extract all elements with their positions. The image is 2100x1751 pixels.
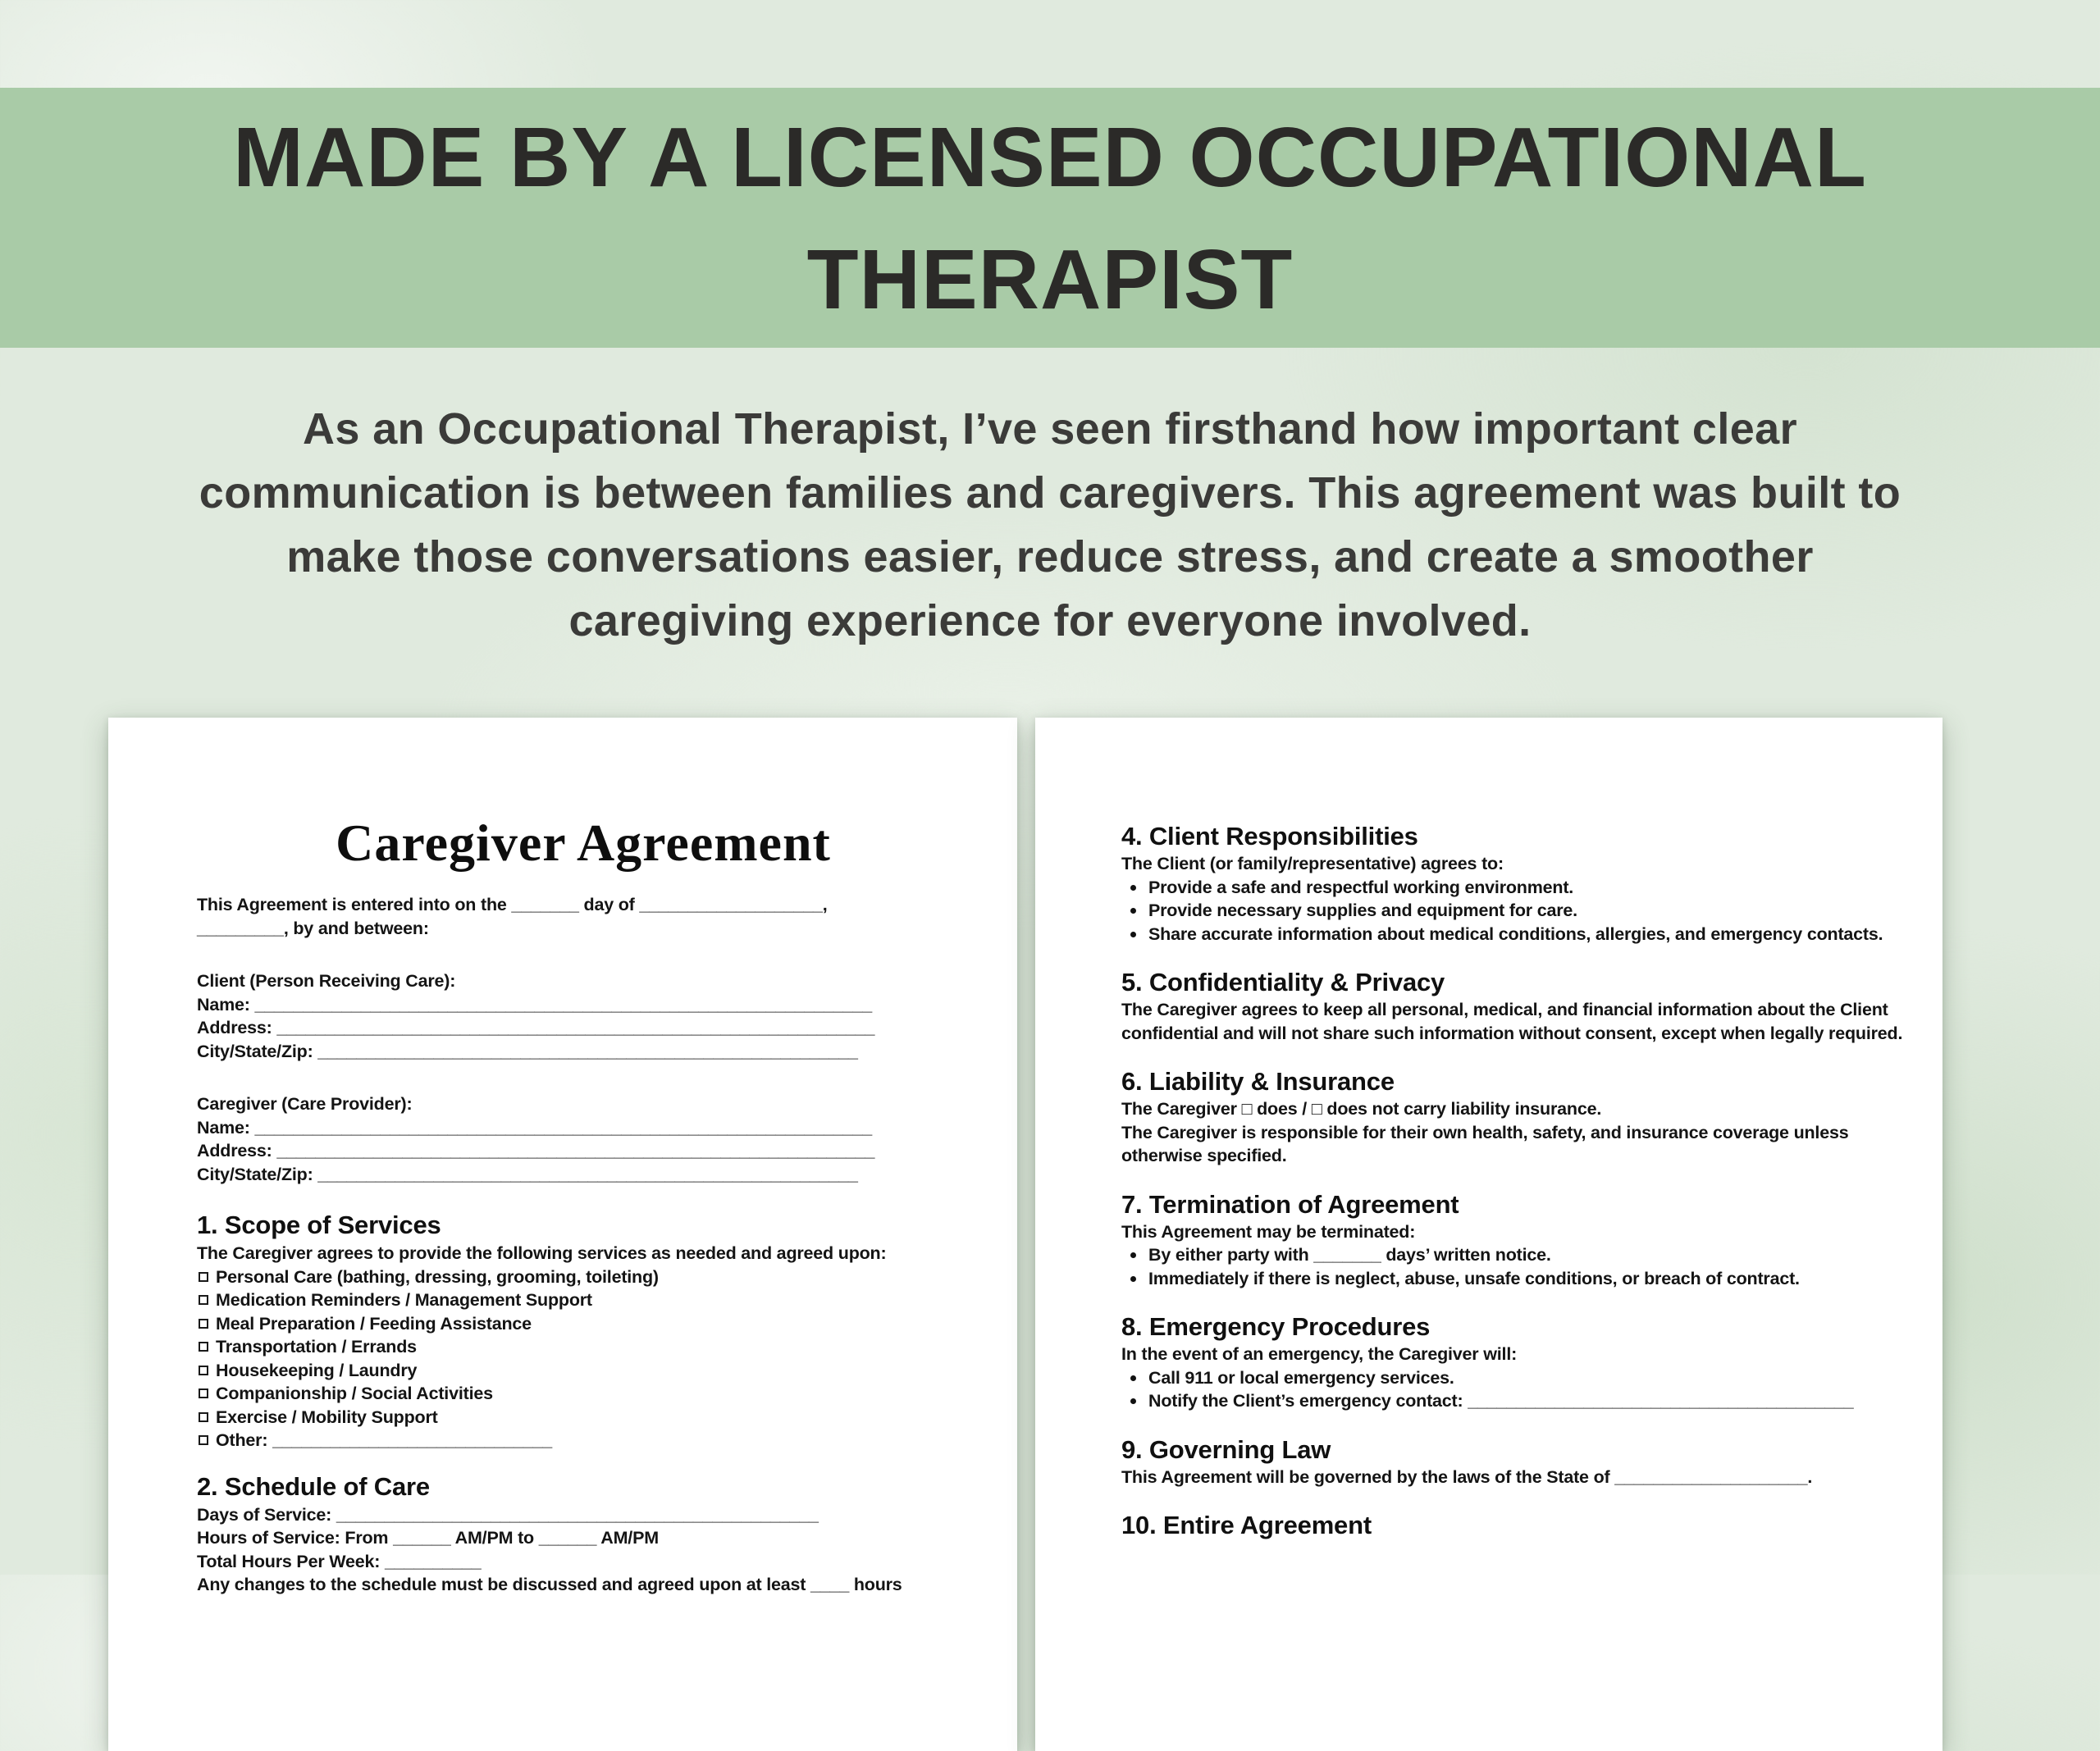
intro-line-3: make those conversations easier, reduce stress, and create a smoother <box>286 532 1814 581</box>
opening-line-2: _________, by and between: <box>197 918 429 938</box>
termination-notice-field: By either party with _______ days’ written notice. <box>1148 1245 1551 1265</box>
intro-line-2: communication is between families and caregivers. This agreement was built to <box>199 468 1901 518</box>
opening-line-1: This Agreement is entered into on the _______ day of ___________________, <box>197 895 828 914</box>
client-responsibilities-lead: The Client (or family/representative) agrees to: <box>1121 854 1504 873</box>
client-info <box>197 969 970 1063</box>
service-label: Meal Preparation / Feeding Assistance <box>216 1313 532 1334</box>
scope-heading: 1. Scope of Services <box>197 1211 441 1239</box>
client-heading: Client (Person Receiving Care): <box>197 971 456 991</box>
checkbox-icon[interactable] <box>199 1366 208 1375</box>
service-label: Personal Care (bathing, dressing, grooming, toileting) <box>216 1266 659 1287</box>
checkbox-icon[interactable] <box>199 1342 208 1352</box>
client-address-field: Address: ______________________________________________________________ <box>197 1018 875 1037</box>
liability-paragraph: The Caregiver is responsible for their own health, safety, and insurance coverage unless otherwise specified. <box>1121 1122 1849 1165</box>
schedule-heading: 2. Schedule of Care <box>197 1471 430 1501</box>
hours-of-service-field: Hours of Service: From ______ AM/PM to ______ AM/PM <box>197 1528 659 1548</box>
section-emergency-procedures <box>1121 1311 1910 1413</box>
intro-line-4: caregiving experience for everyone involved. <box>568 596 1532 645</box>
bullet-item <box>1121 1389 1910 1413</box>
client-responsibilities-heading: 4. Client Responsibilities <box>1121 822 1418 850</box>
confidentiality-paragraph: The Caregiver agrees to keep all personal, medical, and financial information about the Client confidential and will not share such information without consent, except when legally required. <box>1121 1000 1903 1043</box>
bullet-item <box>1121 1267 1910 1291</box>
section-client-responsibilities <box>1121 821 1910 946</box>
bullet-icon <box>1130 885 1136 891</box>
service-label: Exercise / Mobility Support <box>216 1407 438 1427</box>
caregiver-heading: Caregiver (Care Provider): <box>197 1094 413 1114</box>
client-citystatezip-field: City/State/Zip: ________________________________________________________ <box>197 1041 858 1061</box>
section-confidentiality-privacy <box>1121 967 1910 1045</box>
banner-title-line2: THERAPIST <box>806 231 1294 326</box>
client-name-field: Name: ________________________________________________________________ <box>197 994 872 1015</box>
opening-clause <box>197 893 970 940</box>
bullet-text: Share accurate information about medical conditions, allergies, and emergency contacts. <box>1148 923 1883 944</box>
checkbox-icon[interactable] <box>199 1272 208 1282</box>
governing-law-field: This Agreement will be governed by the laws of the State of ____________________. <box>1121 1466 1813 1487</box>
bullet-icon <box>1130 1276 1136 1282</box>
service-label: Transportation / Errands <box>216 1337 417 1357</box>
service-other-field: Other: _____________________________ <box>216 1430 553 1450</box>
service-label: Housekeeping / Laundry <box>216 1360 418 1380</box>
confidentiality-heading: 5. Confidentiality & Privacy <box>1121 968 1445 996</box>
termination-lead: This Agreement may be terminated: <box>1121 1221 1416 1242</box>
service-checkbox-row <box>197 1359 970 1383</box>
schedule-change-note: Any changes to the schedule must be discussed and agreed upon at least ____ hours <box>197 1575 902 1594</box>
checkbox-icon[interactable] <box>199 1435 208 1445</box>
emergency-lead: In the event of an emergency, the Caregiver will: <box>1121 1344 1518 1364</box>
section-governing-law <box>1121 1434 1910 1489</box>
entire-agreement-heading: 10. Entire Agreement <box>1121 1511 1372 1539</box>
bullet-item <box>1121 1366 1910 1390</box>
bullet-icon <box>1130 1252 1136 1258</box>
scope-lead: The Caregiver agrees to provide the following services as needed and agreed upon: <box>197 1243 887 1263</box>
left-page <box>108 718 1017 1751</box>
service-checkbox-row-other <box>197 1429 970 1452</box>
termination-heading: 7. Termination of Agreement <box>1121 1189 1459 1219</box>
section-liability-insurance <box>1121 1066 1910 1168</box>
service-checkbox-row <box>197 1312 970 1336</box>
checkbox-icon[interactable] <box>199 1412 208 1422</box>
bullet-item <box>1121 899 1910 923</box>
banner-title-line1: MADE BY A LICENSED OCCUPATIONAL <box>233 109 1867 204</box>
bullet-icon <box>1130 1398 1136 1404</box>
governing-law-heading: 9. Governing Law <box>1121 1434 1331 1464</box>
section-entire-agreement <box>1121 1510 1910 1541</box>
bullet-text: Call 911 or local emergency services. <box>1148 1367 1454 1388</box>
section-scope-of-services <box>197 1209 970 1452</box>
service-checkbox-row <box>197 1382 970 1406</box>
days-of-service-field: Days of Service: __________________________________________________ <box>197 1504 819 1525</box>
caregiver-name-field: Name: ________________________________________________________________ <box>197 1117 872 1138</box>
intro-line-1: As an Occupational Therapist, I’ve seen firsthand how important clear <box>302 404 1798 454</box>
bullet-icon <box>1130 1375 1136 1381</box>
caregiver-citystatezip-field: City/State/Zip: ________________________________________________________ <box>197 1164 858 1184</box>
bullet-icon <box>1130 908 1136 914</box>
checkbox-icon[interactable] <box>199 1319 208 1329</box>
service-checkbox-row <box>197 1288 970 1312</box>
liability-checkbox-line: The Caregiver □ does / □ does not carry liability insurance. <box>1121 1099 1602 1119</box>
banner <box>0 88 2100 348</box>
intro-paragraph <box>0 397 2100 653</box>
bullet-item <box>1121 876 1910 900</box>
section-termination <box>1121 1189 1910 1291</box>
total-hours-field: Total Hours Per Week: __________ <box>197 1551 482 1571</box>
service-label: Medication Reminders / Management Support <box>216 1290 592 1310</box>
bullet-text: Provide necessary supplies and equipment for care. <box>1148 901 1577 920</box>
document-title: Caregiver Agreement <box>336 814 831 872</box>
service-label: Companionship / Social Activities <box>216 1384 493 1403</box>
bullet-icon <box>1130 932 1136 937</box>
service-checkbox-row <box>197 1406 970 1430</box>
caregiver-info <box>197 1092 970 1186</box>
checkbox-icon[interactable] <box>199 1388 208 1398</box>
emergency-heading: 8. Emergency Procedures <box>1121 1312 1431 1341</box>
emergency-contact-field: Notify the Client’s emergency contact: ________________________________________ <box>1148 1391 1854 1411</box>
liability-heading: 6. Liability & Insurance <box>1121 1067 1395 1096</box>
bullet-text: Provide a safe and respectful working environment. <box>1148 877 1574 897</box>
right-page <box>1035 718 1942 1751</box>
checkbox-icon[interactable] <box>199 1295 208 1305</box>
service-checkbox-row <box>197 1265 970 1289</box>
bullet-text: Immediately if there is neglect, abuse, unsafe conditions, or breach of contract. <box>1148 1268 1800 1288</box>
bullet-item <box>1121 1243 1910 1267</box>
caregiver-address-field: Address: ______________________________________________________________ <box>197 1141 875 1160</box>
bullet-item <box>1121 923 1910 946</box>
service-checkbox-row <box>197 1335 970 1359</box>
section-schedule-of-care <box>197 1471 970 1597</box>
